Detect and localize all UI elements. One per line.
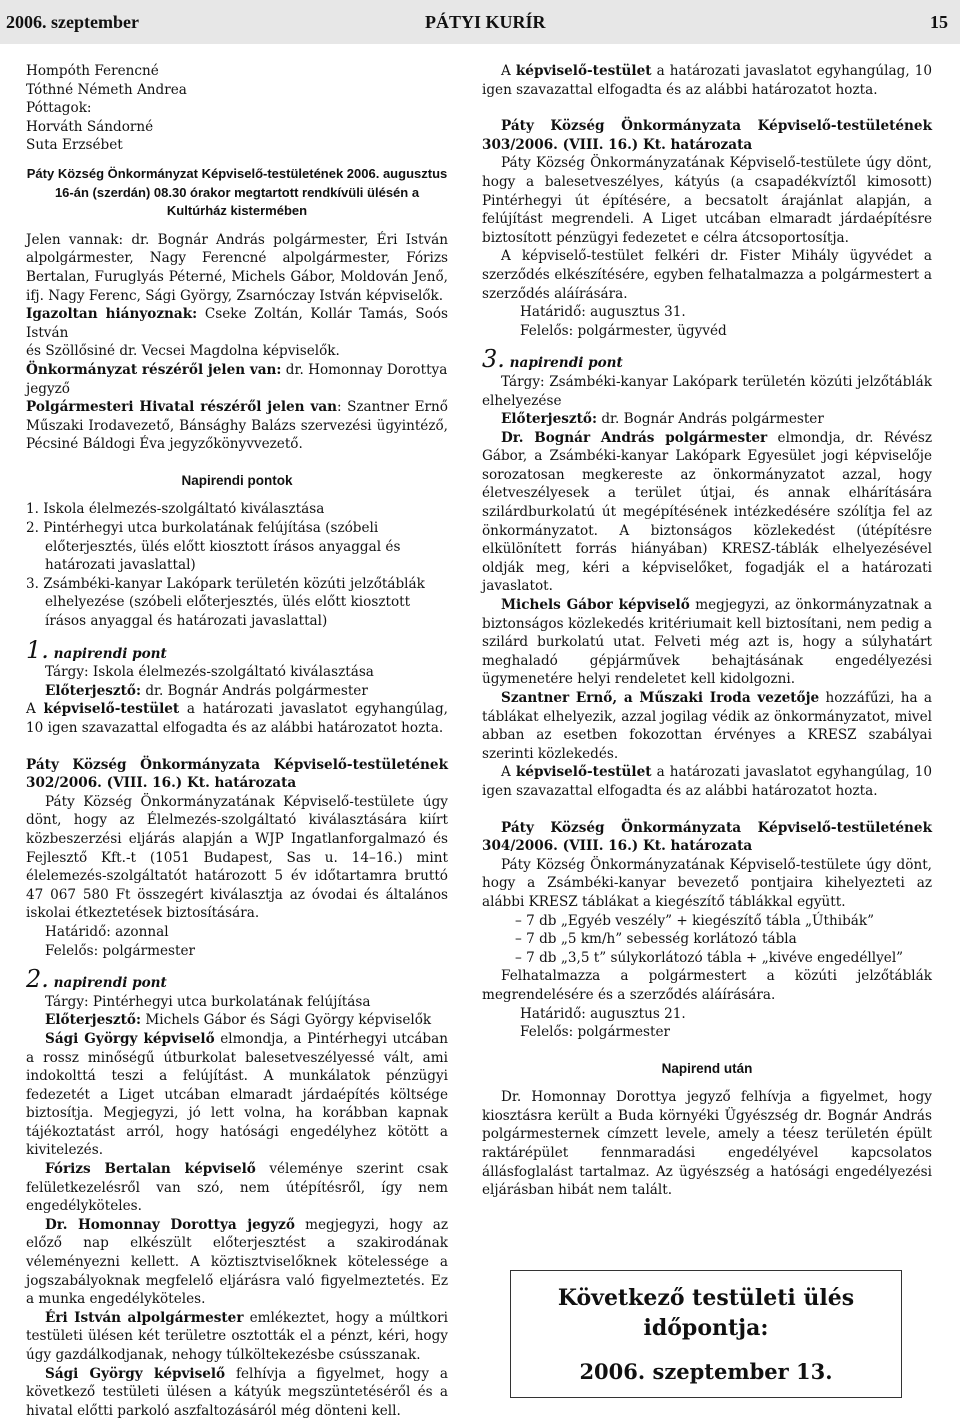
absent-cont: és Szöllősiné dr. Vecsei Magdolna képviselők.: [26, 343, 340, 360]
responsible: Felelős: polgármester, ügyvéd: [520, 322, 727, 339]
statement: Dr. Homonnay Dorottya jegyző megjegyzi, hogy az előző nap elkészült előterjesztést a szakirodának véleményezni kellett. A köztisztviselőknek kötelessége a jogszabályoknak megfelelő eljárásra való figyelmeztetés. Ez a munka engedélyköteles.: [26, 1216, 448, 1308]
after-agenda-title: Napirend után: [661, 1060, 753, 1076]
vote-line: A képviselő-testület a határozati javaslatot egyhangúlag, 10 igen szavazattal elfogadta és az alábbi határozatot hozta.: [482, 63, 932, 98]
after-agenda-text: Dr. Homonnay Dorottya jegyző felhívja a figyelmet, hogy kiosztásra került a Buda környéki Ügyészség dr. Bognár András polgármesternek címzett levele, amely a téesz területén épült raktárépület fennmaradási engedélyével kapcsolatos állásfoglalást tartalmaz. Az ügyészség a hatósági engedélyezési eljárásban hibát nem talált.: [482, 1089, 932, 1199]
resolution-303-text: Páty Község Önkormányzatának Képviselő-testülete úgy dönt, hogy a balesetveszélyes, kátyús (a csapadékvíztől kimosott) Pintérhegyi út építésére, a becsatolt árajánlat alapján, a felújítást megrendeli. A Liget utcában elmaradt járdaépítésre biztosított pénzügyi fedezetet e célra átcsoportosítja.: [482, 155, 932, 246]
next-meeting-date: 2006. szeptember 13.: [579, 1359, 833, 1384]
responsible: Felelős: polgármester: [520, 1024, 670, 1041]
vote-line: A képviselő-testület a határozati javaslatot egyhangúlag, 10 igen szavazattal elfogadta és az alábbi határozatot hozta.: [26, 701, 448, 736]
subject-line: Tárgy: Iskola élelmezés-szolgáltató kiválasztása: [45, 664, 374, 681]
resolution-302-text: Páty Község Önkormányzatának Képviselő-testülete úgy dönt, hogy az Élelmezés-szolgáltató kiválasztására kiírt közbeszerzési eljárás alapján a WJP Ingatlanforgalmazó és Fejlesztő Kft.-t (1051 Budapest, Sas u. 14–16.) mint élelemezés-szolgáltatót határozott 5 év időtartamra bruttó 47 067 580 Ft összegért kiválasztja az óvodai és általános iskolai étkeztetések biztosítására.: [26, 793, 448, 922]
next-meeting-line1: Következő testületi ülés: [557, 1285, 855, 1311]
subject-line: Tárgy: Zsámbéki-kanyar Lakópark területén közúti jelzőtáblák elhelyezése: [482, 373, 932, 409]
attendees-present: Jelen vannak: dr. Bognár András polgármester, Éri István alpolgármester, Nagy Ferencné alpolgármester, Fórizs Bertalan, Furuglyás Péterné, Michels Gábor, Moldován Jenő, ifj. Nagy Ferenc, Sági György, Zsarnóczay István képviselők.: [26, 231, 448, 304]
statement: Sági György képviselő elmondja, a Pintérhegyi utcában a rossz minőségű útburkolat balesetveszélyessé vált, ami indokolttá teszi a felújítást. A munkálatok pénzügyi fedezetét a Liget utcában elmaradt járdaépítés költsége biztosítja. Megjegyzi, jó lett volna, ha korábban kapnak tájékoztatást arról, hogy hatósági engedélyhez kötött a kivitelezés.: [26, 1030, 448, 1159]
resolution-304-title: Páty Község Önkormányzata Képviselő-testületének 304/2006. (VIII. 16.) Kt. határozata: [482, 819, 932, 855]
deadline: Határidő: azonnal: [45, 923, 169, 940]
municipality-line: [26, 361, 448, 398]
agenda-point-1-heading: 1. napirendi pont: [26, 635, 167, 664]
agenda-item: 1. Iskola élelmezés-szolgáltató kiválasztása: [26, 501, 325, 518]
resolution-304-text: Páty Község Önkormányzatának Képviselő-testülete úgy dönt, hogy a Zsámbéki-kanyar bevezető pontjaira kihelyezteti az alábbi KRESZ táblákat a kiegészítő táblákkal együtt.: [482, 856, 932, 910]
header-page-number: 15: [930, 12, 948, 32]
office-text: : Szantner Ernő Műszaki Irodavezető, Bánsághy Balázs szervezési ügyintéző, Pécsiné Báldogi Éva jegyzőkönyvvezető.: [26, 399, 448, 453]
resolution-303-title: Páty Község Önkormányzata Képviselő-testületének 303/2006. (VIII. 16.) Kt. határozata: [482, 118, 932, 153]
deadline: Határidő: augusztus 21.: [520, 1005, 686, 1022]
name-line: Suta Erzsébet: [26, 137, 123, 154]
header-date: 2006. szeptember: [6, 12, 139, 32]
name-line: Horváth Sándorné: [26, 118, 154, 135]
next-meeting-line2: időpontja:: [643, 1315, 769, 1341]
right-column: [482, 62, 932, 1200]
office-line: [26, 398, 448, 454]
agenda-item: 2. Pintérhegyi utca burkolatának felújítása (szóbeli előterjesztés, ülés előtt kiosztott írásos anyaggal és határozati javaslattal): [26, 520, 401, 574]
name-line: Tóthné Németh Andrea: [26, 81, 187, 98]
agenda-title: Napirendi pontok: [181, 472, 293, 488]
sign-item: – 7 db „5 km/h” sebesség korlátozó tábla: [515, 931, 797, 948]
agenda-point-3-heading: 3. napirendi pont: [482, 345, 623, 374]
statement: Fórizs Bertalan képviselő véleménye szerint csak felületkezelésről van szó, nem útépítésről, így nem engedélyköteles.: [26, 1161, 448, 1215]
statement: Éri István alpolgármester emlékeztet, hogy a múltkori testületi ülésen két területre osztották el a pénzt, kéri, hogy úgy gazdálkodjanak, nehogy túlköltekezésbe csússzanak.: [26, 1309, 448, 1363]
subject-line: Tárgy: Pintérhegyi utca burkolatának felújítása: [45, 993, 371, 1010]
statement: Sági György képviselő felhívja a figyelmet, hogy a következő testületi ülésen a kátyúk megszüntetéséről és a hivatal előtti parkoló aszfaltozásáról még dönteni kell.: [26, 1365, 448, 1419]
absent-names: Cseke Zoltán, Kollár Tamás, Soós István: [26, 306, 448, 341]
name-line: Hompóth Ferencné: [26, 63, 159, 79]
authorization-text: Felhatalmazza a polgármestert a közúti jelzőtáblák megrendelésére és a szerződés aláírására.: [482, 968, 932, 1003]
presenter-line: Előterjesztő: dr. Bognár András polgármester: [501, 411, 824, 428]
resolution-302-title: Páty Község Önkormányzata Képviselő-testületének 302/2006. (VIII. 16.) Kt. határozata: [26, 756, 448, 792]
next-meeting-box: [510, 1270, 902, 1398]
page-header: [0, 0, 960, 44]
resolution-303-text-2: A képviselő-testület felkéri dr. Fister Mihály ügyvédet a szerződés elkészítésére, egyben felhatalmazza a polgármestert a szerződés aláírására.: [482, 248, 932, 302]
office-label: Polgármesteri Hivatal részéről jelen van: [26, 399, 338, 416]
left-column: [26, 62, 448, 1420]
agenda-list: [26, 500, 448, 630]
statement: Dr. Bognár András polgármester elmondja, dr. Révész Gábor, a Zsámbéki-kanyar Lakópark Egyesület jogi képviselője sorozatosan megkereste az önkormányzatot azzal, hogy életveszélyesek a terület útjai, és annak elhárítására szilárdburkolatú út megépítésének intézkedésére szólítja fel az önkormányzatot. A biztonságos közlekedést (útépítésre elkülönített forrás hiányában) KRESZ-táblák elhelyezésével oldják meg, kéri a képviselőket, fogadják el a határozati javaslatot.: [482, 429, 933, 595]
minutes-title: Páty Község Önkormányzat Képviselő-testületének 2006. augusztus 16-án (szerdán) 08.30 órakor megtartott rendkívüli ülésén a Kultúrház kistermében: [26, 165, 448, 219]
municipality-text: dr. Homonnay Dorottya jegyző: [26, 361, 448, 397]
agenda-point-2-heading: 2. napirendi pont: [26, 965, 167, 994]
sign-item: – 7 db „3,5 t” súlykorlátozó tábla + „kivéve engedéllyel”: [515, 949, 904, 966]
presenter-line: Előterjesztő: Michels Gábor és Sági György képviselők: [45, 1012, 432, 1029]
responsible: Felelős: polgármester: [45, 942, 195, 959]
sign-item: – 7 db „Egyéb veszély” + kiegészítő tábla „Úthibák”: [515, 912, 875, 929]
absent-line: [26, 305, 448, 342]
agenda-item: 3. Zsámbéki-kanyar Lakópark területén közúti jelzőtáblák elhelyezése (szóbeli előterjesztés, ülés előtt kiosztott írásos anyaggal és határozati javaslattal): [26, 575, 425, 630]
presenter-line: Előterjesztő: dr. Bognár András polgármester: [45, 682, 368, 699]
municipality-label: Önkormányzat részéről jelen van:: [26, 361, 282, 378]
name-line: Póttagok:: [26, 100, 92, 117]
deadline: Határidő: augusztus 31.: [520, 304, 686, 321]
statement: Michels Gábor képviselő megjegyzi, az önkormányzatnak a biztonságos közlekedés kritériumait kell biztosítani, nem pedig a szilárd burkolatú utat. Felveti még azt is, hogy a súlyhatárt meghaladó gépjárművek behajtásának engedélyezési ügymenetére helyi rendeletet kell kidolgozni.: [482, 597, 932, 688]
absent-label: Igazoltan hiányoznak:: [26, 306, 198, 323]
statement: Szantner Ernő, a Műszaki Iroda vezetője hozzáfűzi, ha a táblákat elhelyezik, azzal jogilag védik az önkormányzatot, mivel abban az esetben fokozottan érvényes a KRESZ szabályai szerinti közlekedés.: [482, 690, 932, 762]
vote-line: A képviselő-testület a határozati javaslatot egyhangúlag, 10 igen szavazattal elfogadta és az alábbi határozatot hozta.: [482, 764, 932, 799]
header-paper-title: PÁTYI KURÍR: [425, 12, 546, 32]
